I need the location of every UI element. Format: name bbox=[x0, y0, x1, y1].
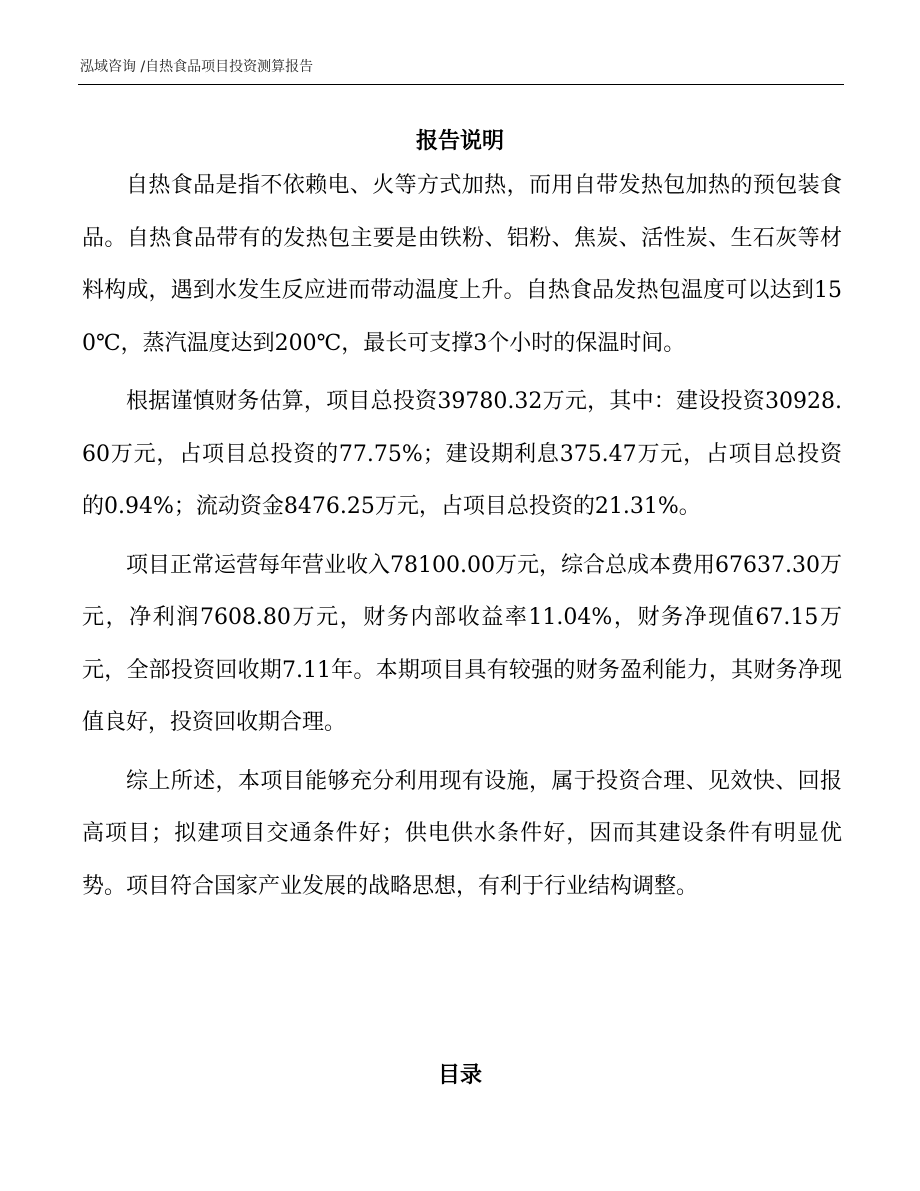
header-divider bbox=[78, 84, 844, 85]
paragraph-summary: 综上所述，本项目能够充分利用现有设施，属于投资合理、见效快、回报高项目；拟建项目交通条件好；供电供水条件好，因而其建设条件有明显优势。项目符合国家产业发展的战略思想，有利于行业结构调整。 bbox=[82, 768, 842, 899]
report-body bbox=[82, 160, 842, 919]
page-header: 泓域咨询 /自热食品项目投资测算报告 bbox=[80, 59, 314, 75]
paragraph-intro: 自热食品是指不依赖电、火等方式加热，而用自带发热包加热的预包装食品。自热食品带有的发热包主要是由铁粉、铝粉、焦炭、活性炭、生石灰等材料构成，遇到水发生反应进而带动温度上升。自热食品发热包温度可以达到150℃，蒸汽温度达到200℃，最长可支撑3个小时的保温时间。 bbox=[82, 173, 842, 356]
toc-title: 目录 bbox=[437, 1063, 482, 1088]
section-title: 报告说明 bbox=[415, 129, 504, 154]
paragraph-revenue: 项目正常运营每年营业收入78100.00万元，综合总成本费用67637.30万元，净利润7608.80万元，财务内部收益率11.04%，财务净现值67.15万元，全部投资回收期7.11年。本期项目具有较强的财务盈利能力，其财务净现值良好，投资回收期合理。 bbox=[82, 552, 842, 735]
paragraph-investment: 根据谨慎财务估算，项目总投资39780.32万元，其中：建设投资30928.60万元，占项目总投资的77.75%；建设期利息375.47万元，占项目总投资的0.94%；流动资金8476.25万元，占项目总投资的21.31%。 bbox=[82, 389, 842, 519]
